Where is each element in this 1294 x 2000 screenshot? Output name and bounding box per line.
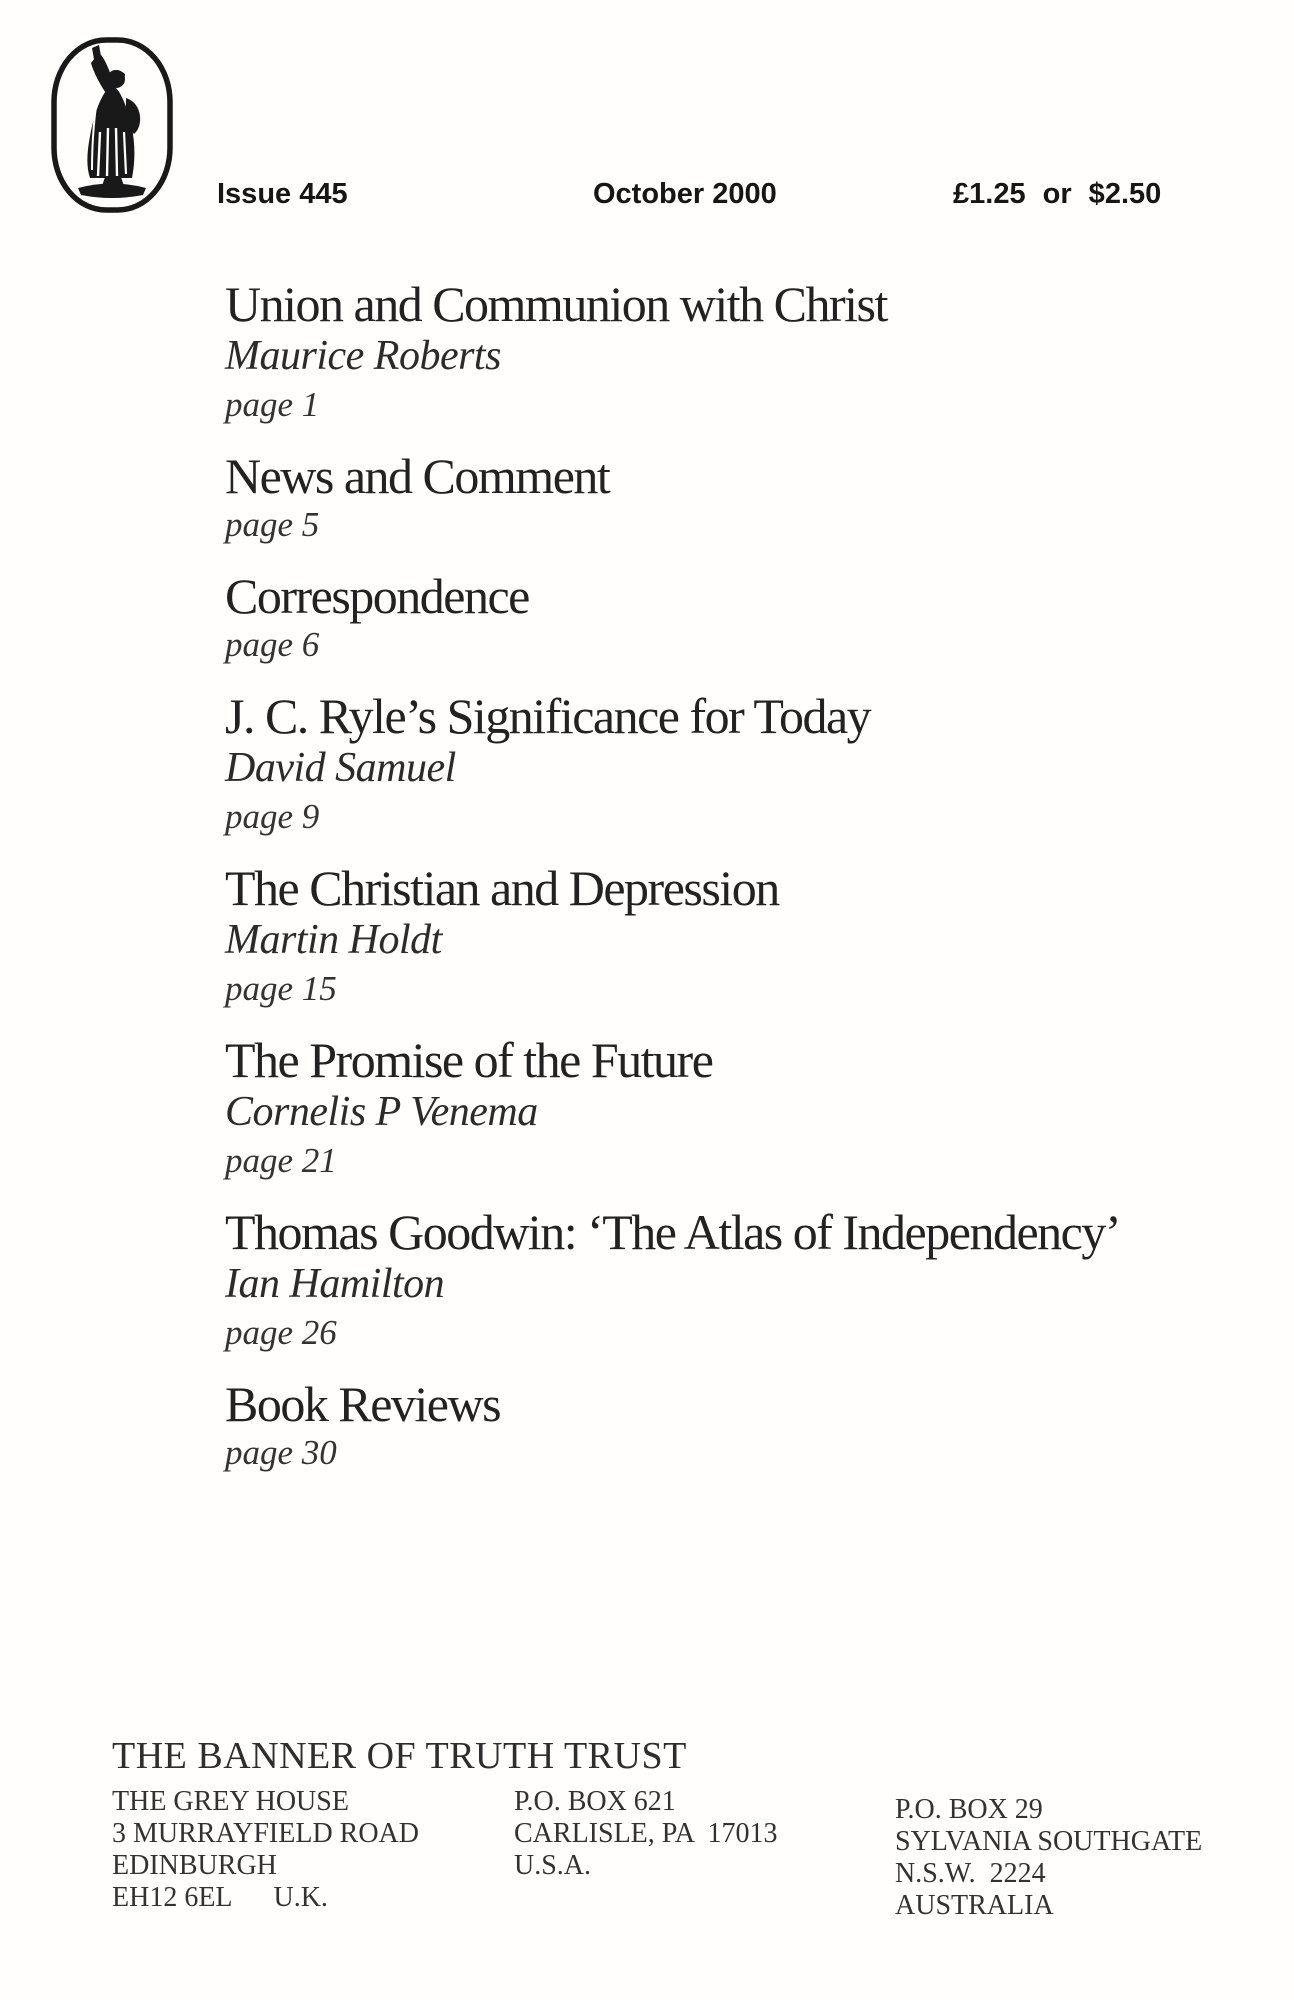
address-line: 3 MURRAYFIELD ROAD bbox=[112, 1818, 420, 1849]
toc-entry bbox=[225, 690, 1265, 839]
address-line: U.S.A. bbox=[514, 1850, 592, 1881]
publisher-address bbox=[895, 1794, 1202, 1922]
address-line: SYLVANIA SOUTHGATE bbox=[895, 1826, 1203, 1857]
publisher-address bbox=[112, 1786, 419, 1914]
article-page-number: page 9 bbox=[225, 797, 320, 836]
article-title: The Christian and Depression bbox=[225, 860, 779, 916]
article-author: Martin Holdt bbox=[225, 917, 442, 963]
address-line: EH12 6EL U.K. bbox=[112, 1882, 328, 1913]
issue-number: Issue 445 bbox=[217, 178, 348, 210]
address-line: AUSTRALIA bbox=[895, 1890, 1054, 1921]
article-page-number: page 21 bbox=[225, 1141, 337, 1180]
article-author: David Samuel bbox=[225, 745, 456, 791]
article-title: Correspondence bbox=[225, 568, 529, 624]
toc-entry bbox=[225, 570, 1265, 667]
article-title: Thomas Goodwin: ‘The Atlas of Independency’ bbox=[225, 1204, 1120, 1260]
table-of-contents bbox=[225, 278, 1265, 1498]
article-author: Maurice Roberts bbox=[225, 333, 501, 379]
article-page-number: page 26 bbox=[225, 1313, 337, 1352]
toc-entry bbox=[225, 1206, 1265, 1355]
toc-entry bbox=[225, 862, 1265, 1011]
address-line: P.O. BOX 29 bbox=[895, 1794, 1043, 1825]
toc-entry bbox=[225, 1378, 1265, 1475]
issue-header bbox=[0, 179, 1294, 213]
toc-entry bbox=[225, 278, 1265, 427]
publisher-name: THE BANNER OF TRUTH TRUST bbox=[112, 1735, 687, 1777]
issue-price: £1.25 or $2.50 bbox=[953, 178, 1162, 210]
article-title: News and Comment bbox=[225, 448, 610, 504]
address-line: CARLISLE, PA 17013 bbox=[514, 1818, 778, 1849]
issue-date: October 2000 bbox=[593, 178, 777, 210]
article-title: Union and Communion with Christ bbox=[225, 276, 887, 332]
article-author: Ian Hamilton bbox=[225, 1261, 445, 1307]
article-page-number: page 30 bbox=[225, 1433, 337, 1472]
article-page-number: page 1 bbox=[225, 385, 320, 424]
article-author: Cornelis P Venema bbox=[225, 1089, 538, 1135]
address-line: N.S.W. 2224 bbox=[895, 1858, 1046, 1889]
address-line: THE GREY HOUSE bbox=[112, 1786, 349, 1817]
article-page-number: page 6 bbox=[225, 625, 320, 664]
article-title: The Promise of the Future bbox=[225, 1032, 713, 1088]
article-title: Book Reviews bbox=[225, 1376, 501, 1432]
toc-entry bbox=[225, 450, 1265, 547]
article-page-number: page 5 bbox=[225, 505, 320, 544]
article-title: J. C. Ryle’s Significance for Today bbox=[225, 688, 871, 744]
address-line: P.O. BOX 621 bbox=[514, 1786, 676, 1817]
address-line: EDINBURGH bbox=[112, 1850, 277, 1881]
publisher-address bbox=[514, 1786, 777, 1882]
toc-entry bbox=[225, 1034, 1265, 1183]
article-page-number: page 15 bbox=[225, 969, 337, 1008]
